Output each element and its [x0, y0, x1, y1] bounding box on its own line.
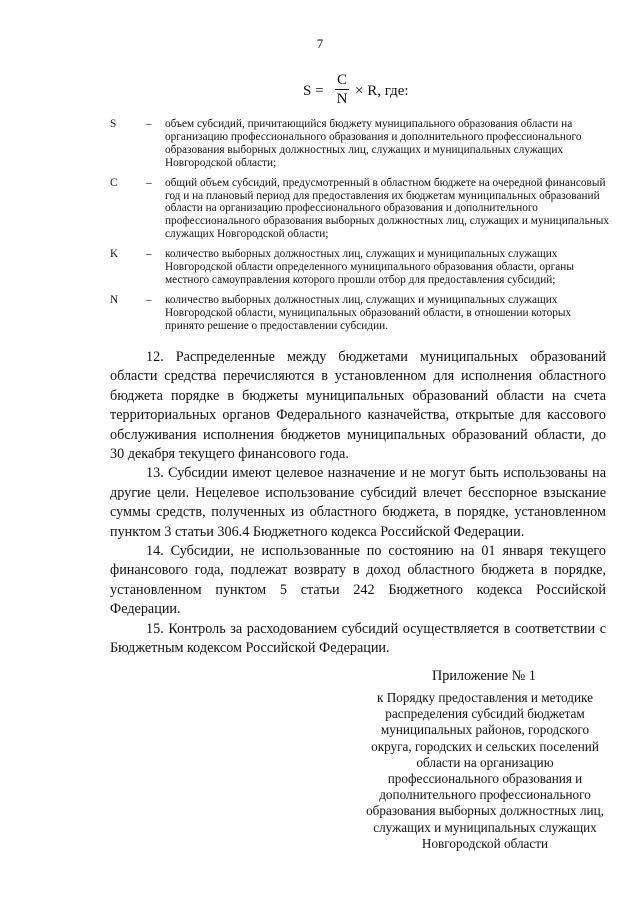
paragraph-12: 12. Распределенные между бюджетами муниципальных образований области средства перечисляются в установленном для исполнения областного бюджета порядке в бюджеты муниципальных образований области на счета территориальных органов Федерального казначейства, открытые для кассового обслуживания исполнения бюджетов муниципальных образований области, до 30 декабря текущего финансового года.: [110, 349, 606, 463]
formula-numerator: C: [336, 72, 347, 88]
definition-symbol: S: [110, 118, 117, 130]
appendix-text: к Порядку предоставления и методике распределения субсидий бюджетам муниципальных районов, городского округа, городских и сельских поселений области на организацию профессионального образования и дополнительного профессионального образования выборных должностных лиц, служащих и муниципальных служащих Новгородской области: [366, 690, 604, 851]
appendix-title: Приложение № 1: [432, 668, 536, 684]
definition-c: [110, 177, 610, 242]
paragraph-13: 13. Субсидии имеют целевое назначение и не могут быть использованы на другие цели. Нецелевое использование субсидий влечет бесспорное взыскание суммы средств, полученных из областного бюджета, в порядке, установленном пунктом 3 статьи 306.4 Бюджетного кодекса Российской Федерации.: [110, 465, 606, 540]
definition-symbol: N: [110, 293, 119, 306]
definition-text: общий объем субсидий, предусмотренный в областном бюджете на очередной финансовый год и на плановый период для предоставления их бюджетам муниципальных образований области на организацию профессионального образования и дополнительного профессионального образования выборных должностных лиц, служащих и муниципальных служащих Новгородской области;: [165, 176, 610, 241]
formula-fraction: [335, 72, 349, 107]
definition-dash: –: [146, 248, 152, 261]
fraction-bar: [335, 89, 349, 90]
paragraph-15: 15. Контроль за расходованием субсидий осуществляется в соответствии с Бюджетным кодексом Российской Федерации.: [110, 620, 606, 657]
definition-text: количество выборных должностных лиц, служащих и муниципальных служащих Новгородской области, муниципальных образований области, в отношении которых принято решение о предоставлении субсидии.: [165, 293, 572, 332]
definition-k: [110, 248, 610, 287]
definition-symbol: C: [110, 176, 118, 189]
definition-symbol: K: [110, 248, 119, 261]
definition-dash: –: [146, 176, 152, 189]
formula-denominator: N: [336, 91, 348, 107]
definition-n: [110, 294, 610, 333]
formula-lhs: S =: [303, 83, 324, 99]
definition-dash: –: [146, 293, 152, 306]
formula-rhs: × R, где:: [355, 83, 409, 99]
variable-definitions: [110, 118, 610, 340]
definition-text: объем субсидий, причитающийся бюджету муниципального образования области на организацию профессионального образования и дополнительного профессионального образования выборных должностных лиц, служащих и муниципальных служащих Новгородской области;: [165, 118, 582, 169]
definition-s: [110, 118, 610, 170]
definition-dash: –: [146, 118, 152, 130]
definition-text: количество выборных должностных лиц, служащих и муниципальных служащих Новгородской области определенного муниципального образования области, органы местного самоуправления которого прошли отбор для предоставления субсидий;: [165, 248, 574, 286]
paragraph-14: 14. Субсидии, не использованные по состоянию на 01 января текущего финансового года, подлежат возврату в доход областного бюджета в порядке, установленном пунктом 5 статьи 242 Бюджетного кодекса Российской Федерации.: [110, 543, 606, 618]
document-body: [110, 348, 606, 659]
page-number: 7: [316, 36, 324, 51]
